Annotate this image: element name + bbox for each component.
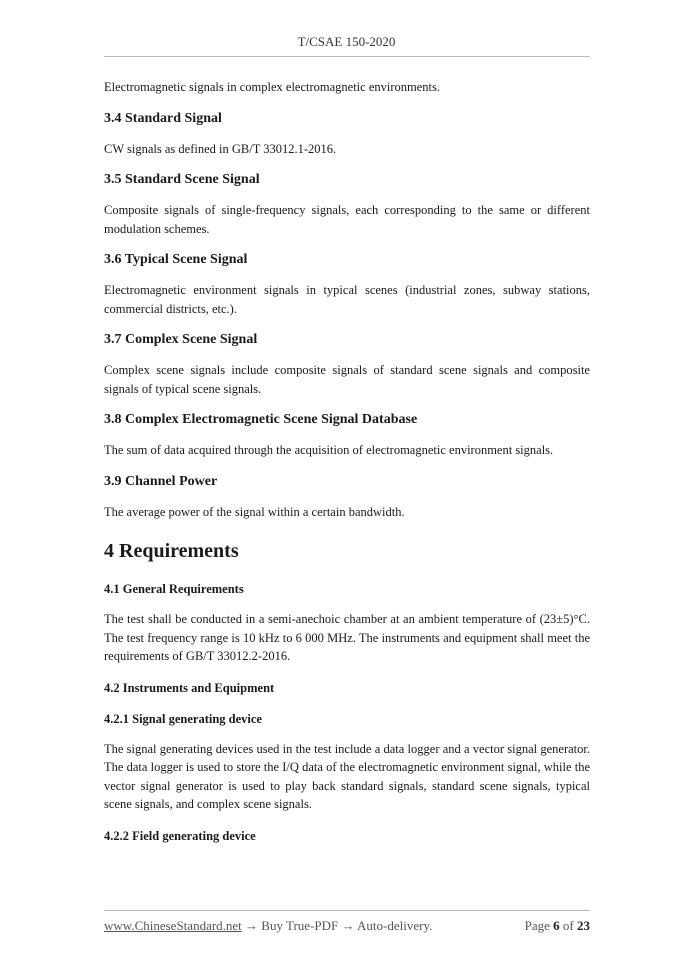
paragraph-3-6: Electromagnetic environment signals in typical scenes (industrial zones, subway stations, commercial districts, etc.).: [104, 283, 590, 316]
page-label: Page: [524, 918, 550, 933]
page-indicator: [525, 918, 590, 934]
heading-3-5: 3.5 Standard Scene Signal: [104, 172, 260, 187]
heading-4: 4 Requirements: [104, 540, 239, 562]
paragraph-3-4: CW signals as defined in GB/T 33012.1-2016.: [104, 141, 337, 156]
heading-4-1: 4.1 General Requirements: [104, 582, 244, 596]
heading-3-7: 3.7 Complex Scene Signal: [104, 332, 258, 347]
of-label: of: [562, 918, 574, 933]
header-rule: [104, 56, 590, 57]
auto-delivery-text: Auto-delivery.: [357, 918, 433, 933]
paragraph-3-7: Complex scene signals include composite signals of standard scene signals and composite signals of typical scene signals.: [104, 363, 590, 396]
heading-4-2: 4.2 Instruments and Equipment: [104, 680, 275, 695]
heading-3-6: 3.6 Typical Scene Signal: [104, 252, 248, 267]
paragraph-3-8: The sum of data acquired through the acquisition of electromagnetic environment signals.: [104, 443, 554, 457]
running-header: T/CSAE 150-2020: [297, 34, 396, 49]
paragraph-4-1: The test shall be conducted in a semi-anechoic chamber at an ambient temperature of (23±5)°C. The test frequency range is 10 kHz to 6 000 MHz. The instruments and equipment shall meet the requirements of GB/T 33012.2-2016.: [104, 612, 590, 663]
heading-4-2-2: 4.2.2 Field generating device: [104, 828, 256, 843]
footer-rule: [104, 910, 590, 911]
paragraph-3-9: The average power of the signal within a certain bandwidth.: [104, 504, 405, 519]
heading-3-9: 3.9 Channel Power: [104, 473, 218, 489]
buy-true-pdf-text: Buy True-PDF: [261, 918, 339, 933]
paragraph-4-2-1: The signal generating devices used in the test include a data logger and a vector signal generator. The data logger is used to store the I/Q data of the electromagnetic environment signal, while the vector signal generator is used to play back standard signals, standard scene signals, typical scene signals, and complex scene signals.: [104, 741, 590, 811]
heading-4-2-1: 4.2.1 Signal generating device: [104, 711, 262, 726]
footer-left: [104, 918, 432, 934]
arrow-right-icon: →: [245, 918, 259, 933]
paragraph-3-5: Composite signals of single-frequency signals, each corresponding to the same or different modulation schemes.: [104, 203, 590, 236]
site-link[interactable]: www.ChineseStandard.net: [104, 918, 242, 933]
page-footer: [104, 918, 590, 934]
page-total: 23: [577, 918, 590, 933]
page-content: [104, 78, 590, 845]
heading-3-4: 3.4 Standard Signal: [104, 110, 222, 126]
page-number: 6: [553, 918, 560, 933]
heading-3-8: 3.8 Complex Electromagnetic Scene Signal Database: [104, 412, 418, 427]
arrow-right-icon: →: [341, 918, 355, 933]
intro-paragraph: Electromagnetic signals in complex electromagnetic environments.: [104, 80, 440, 94]
